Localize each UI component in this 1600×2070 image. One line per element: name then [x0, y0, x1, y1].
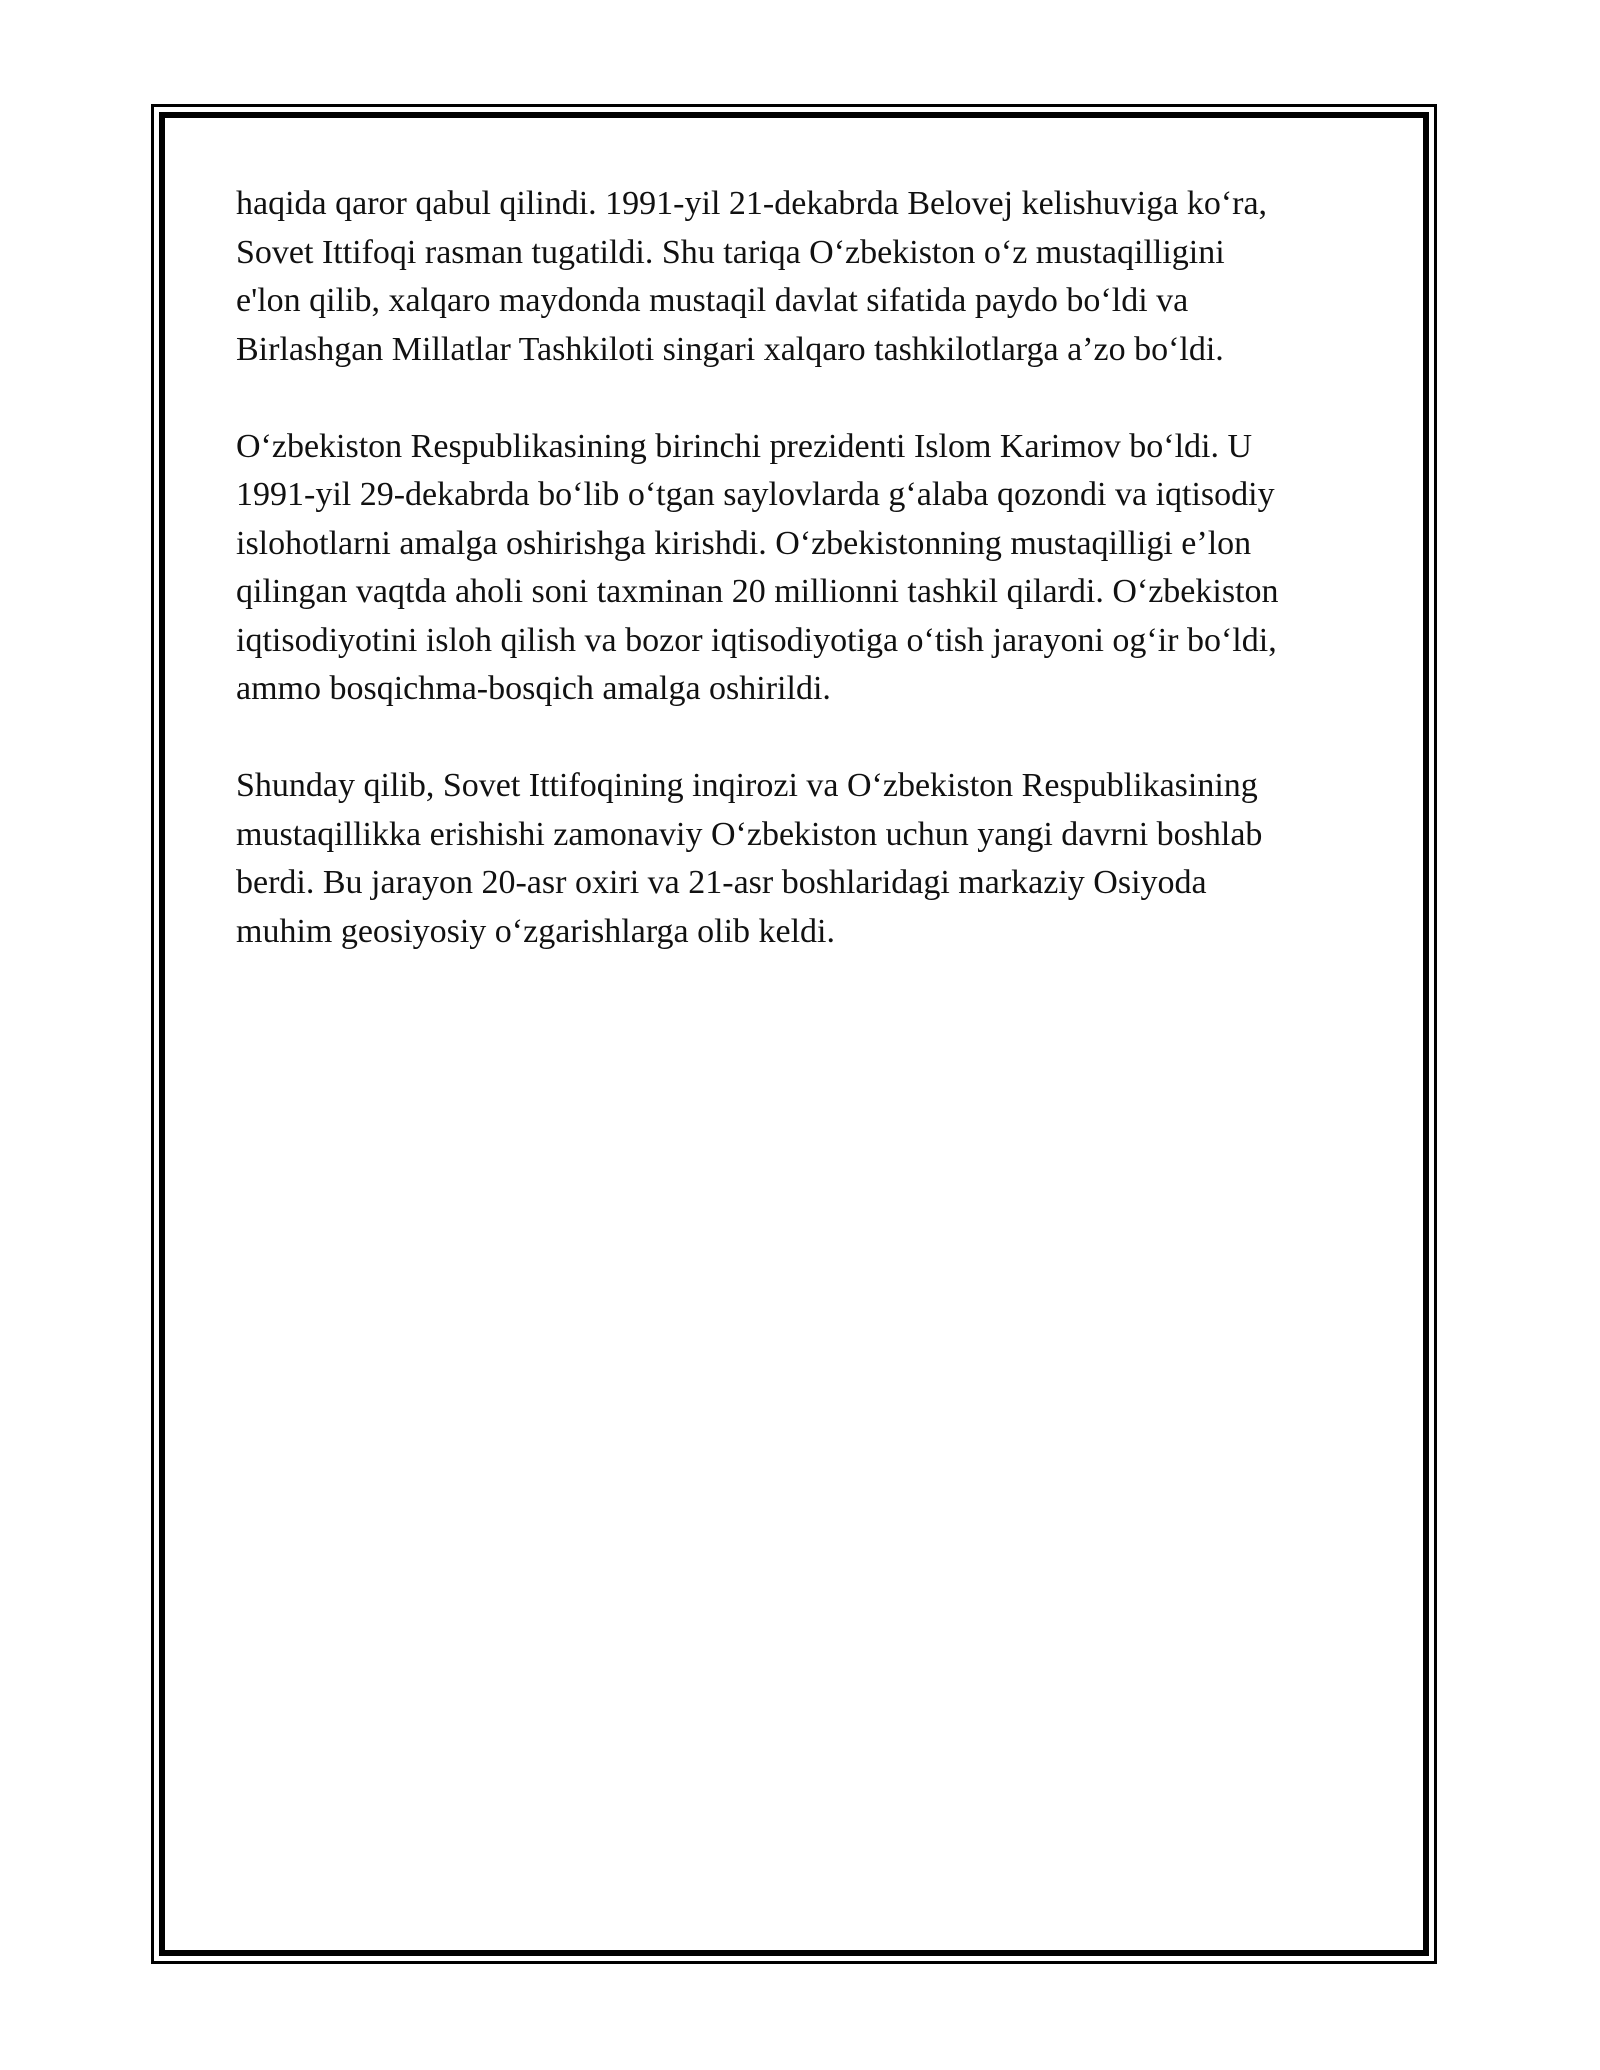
paragraph-line: berdi. Bu jarayon 20-asr oxiri va 21-asr boshlaridagi markaziy Osiyoda	[236, 864, 1207, 901]
paragraph-line: ammo bosqichma-bosqich amalga oshirildi.	[236, 670, 831, 707]
paragraph-line: 1991-yil 29-dekabrda bo‘lib o‘tgan saylovlarda g‘alaba qozondi va iqtisodiy	[236, 476, 1275, 513]
paragraph-line: islohotlarni amalga oshirishga kirishdi. O‘zbekistonning mustaqilligi e’lon	[236, 524, 1252, 562]
paragraph-2	[236, 423, 1366, 714]
paragraph-line: O‘zbekiston Respublikasining birinchi prezidenti Islom Karimov bo‘ldi. U	[236, 427, 1253, 465]
paragraph-line: mustaqillikka erishishi zamonaviy O‘zbekiston uchun yangi davrni boshlab	[236, 815, 1263, 853]
paragraph-line: Sovet Ittifoqi rasman tugatildi. Shu tariqa O‘zbekiston o‘z mustaqilligini	[236, 233, 1225, 271]
paragraph-line: e'lon qilib, xalqaro maydonda mustaqil davlat sifatida paydo bo‘ldi va	[236, 282, 1189, 319]
document-body	[236, 180, 1366, 1005]
paragraph-line: haqida qaror qabul qilindi. 1991-yil 21-dekabrda Belovej kelishuviga ko‘ra,	[236, 185, 1268, 222]
paragraph-3	[236, 762, 1366, 956]
paragraph-line: Shunday qilib, Sovet Ittifoqining inqirozi va O‘zbekiston Respublikasining	[236, 767, 1258, 804]
paragraph-line: muhim geosiyosiy o‘zgarishlarga olib keldi.	[236, 912, 836, 950]
paragraph-line: iqtisodiyotini isloh qilish va bozor iqtisodiyotiga o‘tish jarayoni og‘ir bo‘ldi,	[236, 621, 1277, 659]
paragraph-line: Birlashgan Millatlar Tashkiloti singari xalqaro tashkilotlarga a’zo bo‘ldi.	[236, 330, 1224, 368]
paragraph-1	[236, 180, 1366, 374]
paragraph-line: qilingan vaqtda aholi soni taxminan 20 millionni tashkil qilardi. O‘zbekiston	[236, 573, 1279, 610]
